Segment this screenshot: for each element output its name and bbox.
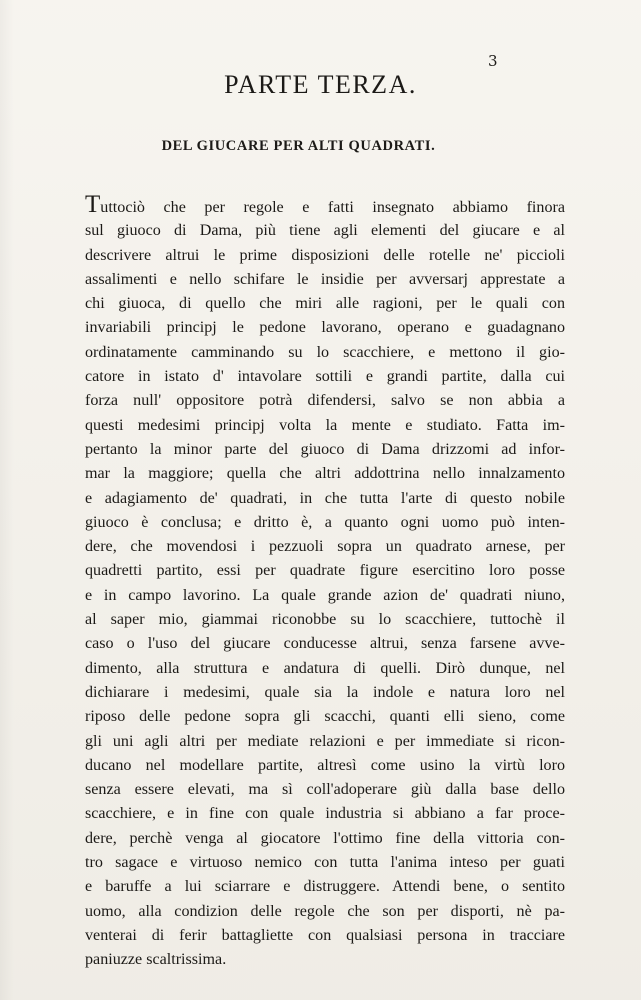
text-line: e adagiamento de' quadrati, in che tutta l'arte di questo nobile: [85, 489, 565, 507]
text-line: dichiarare i medesimi, quale sia la indole e natura loro nel: [85, 683, 565, 701]
text-line: scacchiere, e in fine con quale industria si abbiano a far proce-: [85, 805, 565, 823]
text-line: [85, 191, 565, 219]
text-line: ducano nel modellare partite, altresì come usino la virtù loro: [85, 756, 565, 774]
text-line: chi giuoca, di quello che miri alle ragioni, per le quali con: [85, 295, 565, 313]
chapter-title: DEL GIUCARE PER ALTI QUADRATI.: [161, 138, 436, 154]
text-line: dere, che movendosi i pezzuoli sopra un quadrato arnese, per: [85, 538, 565, 556]
text-line: sul giuoco di Dama, più tiene agli elementi del giucare e al: [85, 222, 565, 240]
text-line: dimento, alla struttura e andatura di quelli. Dirò dunque, nel: [85, 659, 565, 677]
text-line: giuoco è conclusa; e dritto è, a quanto ogni uomo può inten-: [85, 513, 565, 531]
text-line: gli uni agli altri per mediate relazioni e per immediate si ricon-: [85, 732, 565, 750]
page-number: 3: [488, 52, 498, 70]
drop-initial: T: [85, 191, 101, 218]
text-line: ordinatamente camminando su lo scacchiere, e mettono il gio-: [85, 343, 565, 361]
text-line: mar la maggiore; quella che altri addottrina nello innalzamento: [85, 465, 565, 483]
text-line: descrivere altrui le prime disposizioni delle rotelle ne' piccioli: [85, 246, 565, 264]
text-line: al saper mio, giammai riconobbe su lo scacchiere, tuttochè il: [85, 611, 565, 629]
text-line: dere, perchè venga al giocatore l'ottimo fine della vittoria con-: [85, 829, 565, 847]
text-line: uomo, alla condizion delle regole che son per disporti, nè pa-: [85, 902, 565, 920]
text-line: tro sagace e virtuoso nemico con tutta l'anima inteso per guati: [85, 854, 565, 872]
part-title: PARTE TERZA.: [224, 70, 417, 99]
text-line: assalimenti e nello schifare le insidie per avversarj apprestate a: [85, 270, 565, 288]
text-line: caso o l'uso del giucare conducesse altrui, senza farsene avve-: [85, 635, 565, 653]
text-line: forza null' oppositore potrà difendersi, salvo se non abbia a: [85, 392, 565, 410]
text-line: catore in istato d' intavolare sottili e grandi partite, dalla cui: [85, 368, 565, 386]
text-line: questi medesimi principj volta la mente e studiato. Fatta im-: [85, 416, 565, 434]
text-line: e in campo lavorino. La quale grande azion de' quadrati niuno,: [85, 586, 565, 604]
text-line-last: paniuzze scaltrissima.: [85, 951, 227, 969]
text-line: quadretti partito, essi per quadrate figure esercitino loro posse: [85, 562, 565, 580]
text-line: venterai di ferir battagliette con qualsiasi persona in tracciare: [85, 926, 565, 944]
first-line-text: uttociò che per regole e fatti insegnato abbiamo finora: [100, 199, 565, 216]
text-line: invariabili principj le pedone lavorano, operano e guadagnano: [85, 319, 565, 337]
body-text: [85, 191, 565, 973]
text-line: senza essere elevati, ma sì coll'adoperare giù dalla base dello: [85, 781, 565, 799]
text-line: pertanto la minor parte del giuoco di Dama drizzomi ad infor-: [85, 440, 565, 458]
text-line: e baruffe a lui sciarrare e distruggere. Attendi bene, o sentito: [85, 878, 565, 896]
text-line: riposo delle pedone sopra gli scacchi, quanti elli sieno, come: [85, 708, 565, 726]
